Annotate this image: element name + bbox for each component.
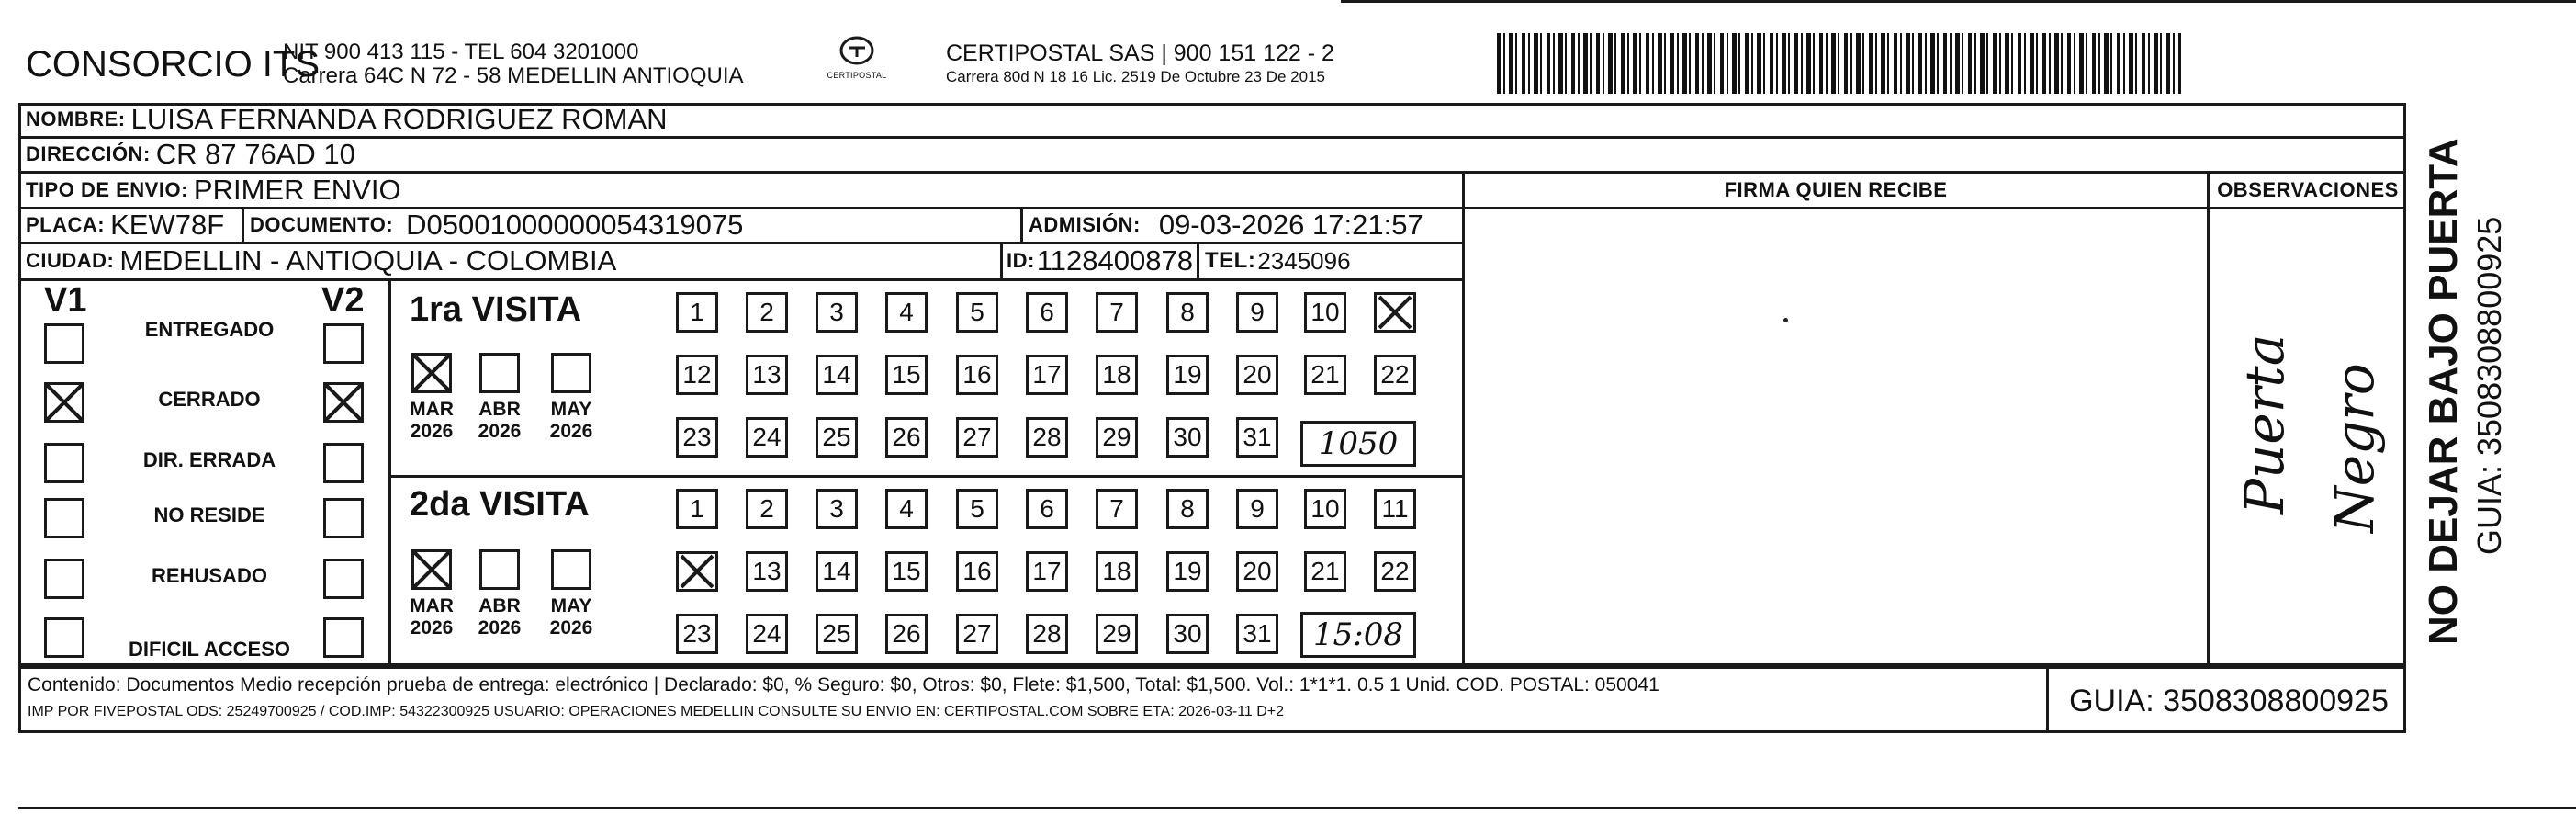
- status-label-dir-errada: DIR. ERRADA: [142, 448, 276, 471]
- second-visit-day-21[interactable]: 21: [1304, 551, 1346, 592]
- first-visit-day-30[interactable]: 30: [1166, 417, 1209, 458]
- status-label-entregado: ENTREGADO: [144, 318, 275, 341]
- second-visit-time-text: 15:08: [1313, 616, 1403, 653]
- v2-checkbox-rehusado[interactable]: [323, 559, 364, 599]
- company-name: CONSORCIO ITS: [26, 44, 321, 85]
- second-visit-day-28[interactable]: 28: [1026, 614, 1068, 654]
- first-visit-day-25[interactable]: 25: [816, 417, 858, 458]
- first-visit-month-year-mar: 2026: [410, 421, 454, 442]
- col-line-admision: [1020, 207, 1023, 243]
- second-visit-day-14[interactable]: 14: [816, 551, 858, 592]
- first-visit-title: 1ra VISITA: [410, 290, 582, 329]
- second-visit-day-16[interactable]: 16: [956, 551, 998, 592]
- direccion-label: DIRECCIÓN:: [26, 142, 151, 165]
- row-line-1: [18, 136, 2406, 139]
- v2-checkbox-entregado[interactable]: [323, 323, 364, 364]
- second-visit-month-name-may: MAY: [550, 595, 592, 616]
- second-visit-day-4[interactable]: 4: [885, 489, 928, 529]
- first-visit-month-name-may: MAY: [550, 399, 592, 420]
- second-visit-day-1[interactable]: 1: [676, 489, 718, 529]
- v1-checkbox-no-reside[interactable]: [44, 498, 84, 538]
- second-visit-day-20[interactable]: 20: [1236, 551, 1278, 592]
- first-visit-day-4[interactable]: 4: [885, 292, 928, 333]
- col-line-placa: [242, 207, 244, 243]
- first-visit-day-14[interactable]: 14: [816, 355, 858, 395]
- second-visit-day-6[interactable]: 6: [1026, 489, 1068, 529]
- first-visit-day-24[interactable]: 24: [746, 417, 788, 458]
- bottom-rule: [18, 807, 2576, 809]
- second-visit-day-19[interactable]: 19: [1166, 551, 1209, 592]
- v1-label: V1: [44, 281, 87, 320]
- second-visit-day-29[interactable]: 29: [1096, 614, 1138, 654]
- second-visit-title: 2da VISITA: [410, 485, 590, 524]
- first-visit-day-26[interactable]: 26: [885, 417, 928, 458]
- first-visit-day-10[interactable]: 10: [1304, 292, 1346, 333]
- second-visit-day-30[interactable]: 30: [1166, 614, 1209, 654]
- first-visit-day-8[interactable]: 8: [1166, 292, 1209, 333]
- first-visit-month-label-mar: [406, 399, 457, 443]
- footer-line2: IMP POR FIVEPOSTAL ODS: 25249700925 / COD.IMP: 54322300925 USUARIO: OPERACIONES MEDELLIN CONSULTE SU ENVIO EN: CERTIPOSTAL.COM SOBRE ETA: 2026-03-11 D+2: [28, 704, 1285, 719]
- second-visit-month-checkbox-abr[interactable]: [479, 549, 520, 590]
- status-label-cerrado: CERRADO: [158, 388, 261, 411]
- first-visit-day-28[interactable]: 28: [1026, 417, 1068, 458]
- logo-icon: [837, 35, 877, 66]
- ciudad-value: MEDELLIN - ANTIOQUIA - COLOMBIA: [119, 244, 617, 277]
- v2-label: V2: [321, 281, 365, 320]
- second-visit-month-label-mar: [406, 595, 457, 639]
- side-warning: NO DEJAR BAJO PUERTA: [2421, 138, 2466, 645]
- second-visit-day-9[interactable]: 9: [1236, 489, 1278, 529]
- footer-line1: Contenido: Documentos Medio recepción prueba de entrega: electrónico | Declarado: $0, % Seguro: $0, Otros: $0, Flete: $1,500, Total: $1,500. Vol.: 1*1*1. 0.5 1 Unid. COD. POSTAL: 050041: [28, 674, 1659, 695]
- first-visit-day-12[interactable]: 12: [676, 355, 718, 395]
- first-visit-day-27[interactable]: 27: [956, 417, 998, 458]
- second-visit-day-15[interactable]: 15: [885, 551, 928, 592]
- v2-checkbox-cerrado[interactable]: [323, 382, 364, 423]
- second-visit-day-13[interactable]: 13: [746, 551, 788, 592]
- second-visit-month-checkbox-may[interactable]: [551, 549, 591, 590]
- placa-row: [26, 209, 224, 242]
- first-visit-day-16[interactable]: 16: [956, 355, 998, 395]
- first-visit-day-21[interactable]: 21: [1304, 355, 1346, 395]
- first-visit-day-29[interactable]: 29: [1096, 417, 1138, 458]
- col-line-tel: [1197, 242, 1199, 278]
- nombre-label: NOMBRE:: [26, 107, 126, 130]
- v2-checkbox-dir-errada[interactable]: [323, 443, 364, 483]
- tel-row: [1205, 243, 1351, 278]
- direccion-row: [26, 138, 355, 171]
- tipo-value: PRIMER ENVIO: [193, 173, 401, 206]
- tipo-label: TIPO DE ENVIO:: [26, 177, 188, 201]
- second-visit-day-7[interactable]: 7: [1096, 489, 1138, 529]
- nombre-value: LUISA FERNANDA RODRIGUEZ ROMAN: [130, 103, 668, 135]
- first-visit-day-15[interactable]: 15: [885, 355, 928, 395]
- nombre-row: [26, 103, 668, 136]
- first-visit-day-3[interactable]: 3: [816, 292, 858, 333]
- side-guia: GUIA: 3508308800925: [2470, 216, 2508, 555]
- carrier-line2: Carrera 80d N 18 16 Lic. 2519 De Octubre 23 De 2015: [946, 68, 1325, 85]
- documento-row: [250, 209, 743, 242]
- certipostal-logo: [816, 35, 898, 90]
- direccion-value: CR 87 76AD 10: [155, 138, 355, 170]
- id-row: [1007, 243, 1193, 278]
- first-visit-day-9[interactable]: 9: [1236, 292, 1278, 333]
- company-line1: NIT 900 413 115 - TEL 604 3201000: [283, 40, 639, 64]
- second-visit-day-17[interactable]: 17: [1026, 551, 1068, 592]
- row-line-visit-split: [388, 475, 1463, 478]
- v2-checkbox-dificil-acceso[interactable]: [323, 617, 364, 658]
- second-visit-month-name-mar: MAR: [410, 595, 454, 616]
- status-label-dificil-acceso: DIFICIL ACCESO: [128, 638, 290, 661]
- first-visit-month-year-may: 2026: [549, 421, 593, 442]
- admision-row: [1029, 209, 1423, 242]
- v1-checkbox-cerrado[interactable]: [44, 382, 84, 423]
- col-line-firma: [1462, 171, 1465, 667]
- first-visit-day-1[interactable]: 1: [676, 292, 718, 333]
- first-visit-day-2[interactable]: 2: [746, 292, 788, 333]
- v1-checkbox-dificil-acceso[interactable]: [44, 617, 84, 658]
- v1-checkbox-rehusado[interactable]: [44, 559, 84, 599]
- status-label-no-reside: NO RESIDE: [153, 503, 265, 526]
- observaciones-word-2: Negro: [2323, 363, 2386, 533]
- second-visit-day-10[interactable]: 10: [1304, 489, 1346, 529]
- second-visit-month-year-abr: 2026: [478, 617, 522, 639]
- observaciones-word-1: Puerta: [2233, 334, 2296, 514]
- second-visit-day-8[interactable]: 8: [1166, 489, 1209, 529]
- second-visit-month-checkbox-mar[interactable]: [411, 549, 452, 590]
- footer-guia: GUIA: 3508308800925: [2046, 669, 2409, 733]
- first-visit-month-year-abr: 2026: [478, 421, 522, 442]
- col-line-visits: [388, 278, 391, 666]
- second-visit-day-31[interactable]: 31: [1236, 614, 1278, 654]
- first-visit-day-7[interactable]: 7: [1096, 292, 1138, 333]
- first-visit-month-checkbox-mar[interactable]: [411, 353, 452, 393]
- first-visit-month-name-mar: MAR: [410, 399, 454, 420]
- tel-label: TEL:: [1205, 248, 1256, 273]
- col-line-obs: [2207, 171, 2210, 667]
- first-visit-day-11[interactable]: [1374, 292, 1416, 333]
- col-line-id: [1000, 242, 1003, 278]
- placa-value: KEW78F: [110, 209, 225, 241]
- second-visit-day-25[interactable]: 25: [816, 614, 858, 654]
- row-line-5: [18, 278, 1462, 281]
- v2-checkbox-no-reside[interactable]: [323, 498, 364, 538]
- status-label-rehusado: REHUSADO: [152, 564, 267, 587]
- first-visit-time-text: 1050: [1318, 425, 1399, 462]
- ciudad-label: CIUDAD:: [26, 249, 115, 272]
- top-rule: [1341, 0, 2576, 3]
- observaciones-label: OBSERVACIONES: [2217, 177, 2399, 201]
- first-visit-day-5[interactable]: 5: [956, 292, 998, 333]
- first-visit-day-13[interactable]: 13: [746, 355, 788, 395]
- first-visit-time: [1300, 421, 1416, 467]
- placa-label: PLACA:: [26, 213, 106, 236]
- id-label: ID:: [1007, 249, 1035, 272]
- v1-checkbox-entregado[interactable]: [44, 323, 84, 364]
- second-visit-day-12[interactable]: [676, 551, 718, 592]
- first-visit-day-18[interactable]: 18: [1096, 355, 1138, 395]
- first-visit-month-checkbox-may[interactable]: [551, 353, 591, 393]
- first-visit-month-name-abr: ABR: [478, 399, 521, 420]
- second-visit-day-27[interactable]: 27: [956, 614, 998, 654]
- ciudad-row: [26, 243, 616, 278]
- second-visit-month-name-abr: ABR: [478, 595, 521, 616]
- first-visit-day-23[interactable]: 23: [676, 417, 718, 458]
- second-visit-day-23[interactable]: 23: [676, 614, 718, 654]
- second-visit-day-24[interactable]: 24: [746, 614, 788, 654]
- logo-text: CERTIPOSTAL: [827, 71, 887, 80]
- second-visit-day-5[interactable]: 5: [956, 489, 998, 529]
- documento-label: DOCUMENTO:: [250, 213, 394, 236]
- second-visit-month-year-mar: 2026: [410, 617, 454, 639]
- second-visit-day-26[interactable]: 26: [885, 614, 928, 654]
- tel-value: 2345096: [1257, 246, 1351, 275]
- firma-label: FIRMA QUIEN RECIBE: [1724, 177, 1948, 201]
- v1-checkbox-dir-errada[interactable]: [44, 443, 84, 483]
- first-visit-month-label-abr: [474, 399, 525, 443]
- admision-label: ADMISIÓN:: [1029, 213, 1141, 236]
- first-visit-month-checkbox-abr[interactable]: [479, 353, 520, 393]
- second-visit-day-18[interactable]: 18: [1096, 551, 1138, 592]
- first-visit-month-label-may: [546, 399, 597, 443]
- first-visit-day-19[interactable]: 19: [1166, 355, 1209, 395]
- first-visit-day-17[interactable]: 17: [1026, 355, 1068, 395]
- id-value: 1128400878: [1036, 244, 1193, 277]
- first-visit-day-22[interactable]: 22: [1374, 355, 1416, 395]
- first-visit-day-20[interactable]: 20: [1236, 355, 1278, 395]
- second-visit-day-2[interactable]: 2: [746, 489, 788, 529]
- signature-dot: [1783, 318, 1788, 322]
- company-line2: Carrera 64C N 72 - 58 MEDELLIN ANTIOQUIA: [283, 63, 744, 88]
- second-visit-day-3[interactable]: 3: [816, 489, 858, 529]
- admision-value: 09-03-2026 17:21:57: [1158, 209, 1423, 241]
- second-visit-month-label-may: [546, 595, 597, 639]
- documento-value: D05001000000054319075: [406, 209, 744, 241]
- first-visit-day-31[interactable]: 31: [1236, 417, 1278, 458]
- second-visit-month-label-abr: [474, 595, 525, 639]
- second-visit-time: [1300, 612, 1416, 658]
- carrier-line1: CERTIPOSTAL SAS | 900 151 122 - 2: [946, 40, 1334, 66]
- barcode: [1497, 33, 2181, 94]
- first-visit-day-6[interactable]: 6: [1026, 292, 1068, 333]
- second-visit-day-22[interactable]: 22: [1374, 551, 1416, 592]
- second-visit-month-year-may: 2026: [549, 617, 593, 639]
- tipo-row: [26, 173, 401, 207]
- second-visit-day-11[interactable]: 11: [1374, 489, 1416, 529]
